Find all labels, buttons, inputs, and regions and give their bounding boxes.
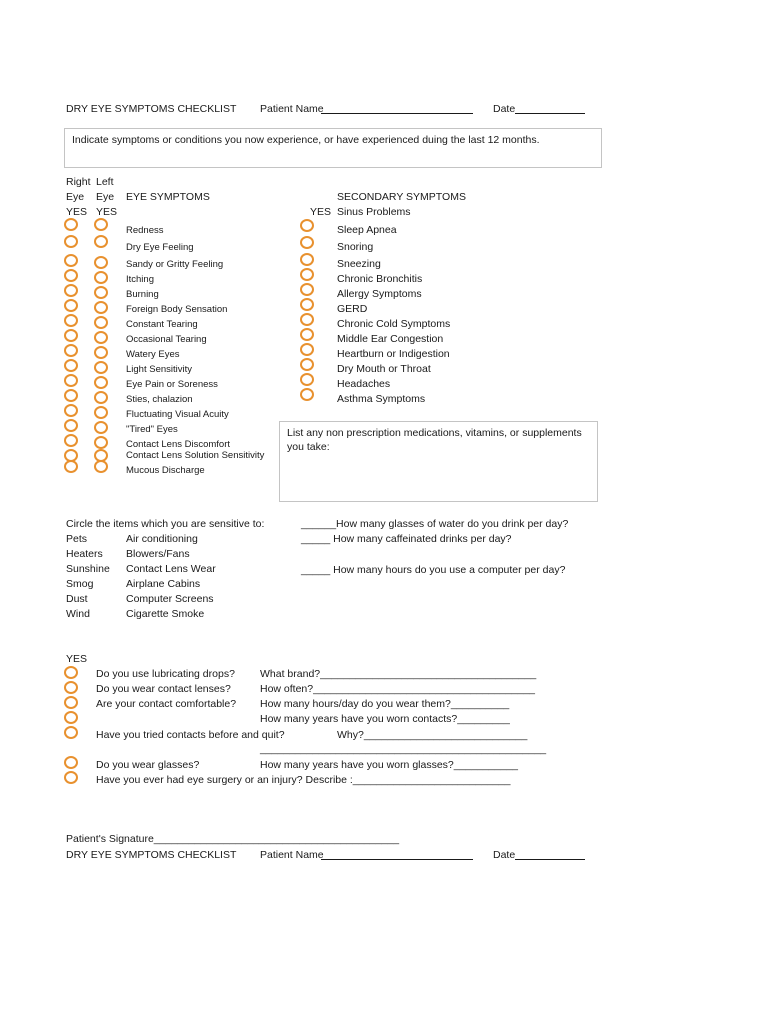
sensitivity-item[interactable]: Pets bbox=[66, 533, 88, 545]
eye-surgery-checkbox[interactable] bbox=[64, 771, 78, 784]
sensitivity-item[interactable]: Dust bbox=[66, 593, 88, 605]
right-eye-checkbox[interactable] bbox=[64, 235, 78, 248]
water-question[interactable]: ______How many glasses of water do you drink per day? bbox=[301, 518, 569, 530]
left-eye-checkbox[interactable] bbox=[94, 421, 108, 434]
right-eye-checkbox[interactable] bbox=[64, 218, 78, 231]
secondary-symptom-checkbox[interactable] bbox=[300, 373, 314, 386]
tried-contacts-checkbox[interactable] bbox=[64, 726, 78, 739]
left-eye-checkbox[interactable] bbox=[94, 271, 108, 284]
secondary-symptom-label: Sleep Apnea bbox=[337, 224, 397, 236]
signature-field[interactable]: Patient's Signature__________________________________________ bbox=[66, 833, 400, 845]
right-eye-checkbox[interactable] bbox=[64, 359, 78, 372]
date-label: Date bbox=[493, 103, 516, 115]
medications-prompt: List any non prescription medications, vitamins, or supplements you take: bbox=[287, 427, 582, 453]
left-eye-checkbox[interactable] bbox=[94, 391, 108, 404]
lubricating-drops-question: Do you use lubricating drops? bbox=[96, 668, 235, 680]
right-eye-label: Eye bbox=[66, 191, 85, 203]
eye-symptom-label: Contact Lens Discomfort bbox=[126, 439, 231, 450]
left-eye-checkbox[interactable] bbox=[94, 460, 108, 473]
eye-symptom-label: Burning bbox=[126, 289, 159, 300]
left-eye-checkbox[interactable] bbox=[94, 361, 108, 374]
eye-symptom-label: Dry Eye Feeling bbox=[126, 242, 194, 253]
eye-symptom-label: Sties, chalazion bbox=[126, 394, 193, 405]
how-often-field[interactable]: How often?______________________________________ bbox=[260, 683, 536, 695]
contacts-comfortable-question: Are your contact comfortable? bbox=[96, 698, 237, 710]
hours-per-day-field[interactable]: How many hours/day do you wear them?__________ bbox=[260, 698, 510, 710]
left-eye-checkbox[interactable] bbox=[94, 235, 108, 248]
eye-surgery-question[interactable]: Have you ever had eye surgery or an injury? Describe :___________________________ bbox=[96, 774, 511, 786]
secondary-symptom-label: Asthma Symptoms bbox=[337, 393, 426, 405]
years-contacts-field[interactable]: How many years have you worn contacts?_________ bbox=[260, 713, 510, 725]
sensitivity-item[interactable]: Air conditioning bbox=[126, 533, 198, 545]
left-eye-checkbox[interactable] bbox=[94, 436, 108, 449]
right-yes-label: YES bbox=[66, 206, 88, 218]
medications-box[interactable] bbox=[279, 421, 598, 502]
sensitivity-item[interactable]: Computer Screens bbox=[126, 593, 214, 605]
sensitivities-heading: Circle the items which you are sensitive to: bbox=[66, 518, 265, 530]
secondary-symptom-checkbox[interactable] bbox=[300, 219, 314, 232]
secondary-symptom-label: Chronic Cold Symptoms bbox=[337, 318, 451, 330]
secondary-symptom-label: Headaches bbox=[337, 378, 391, 390]
secondary-symptom-checkbox[interactable] bbox=[300, 236, 314, 249]
secondary-symptom-label: Heartburn or Indigestion bbox=[337, 348, 450, 360]
secondary-symptom-checkbox[interactable] bbox=[300, 283, 314, 296]
contact-lenses-checkbox[interactable] bbox=[64, 681, 78, 694]
right-eye-checkbox[interactable] bbox=[64, 389, 78, 402]
eye-symptom-label: Mucous Discharge bbox=[126, 465, 205, 476]
secondary-symptom-checkbox[interactable] bbox=[300, 388, 314, 401]
glasses-question: Do you wear glasses? bbox=[96, 759, 200, 771]
computer-question[interactable]: _____ How many hours do you use a computer per day? bbox=[301, 564, 566, 576]
eye-symptom-label: Redness bbox=[126, 225, 164, 236]
secondary-symptoms-heading: SECONDARY SYMPTOMS bbox=[337, 191, 466, 203]
left-label: Left bbox=[96, 176, 114, 188]
eye-symptom-label: Watery Eyes bbox=[126, 349, 180, 360]
right-eye-checkbox[interactable] bbox=[64, 374, 78, 387]
left-eye-checkbox[interactable] bbox=[94, 301, 108, 314]
right-eye-checkbox[interactable] bbox=[64, 344, 78, 357]
right-eye-checkbox[interactable] bbox=[64, 434, 78, 447]
contact-lenses-question: Do you wear contact lenses? bbox=[96, 683, 231, 695]
left-eye-checkbox[interactable] bbox=[94, 218, 108, 231]
secondary-symptom-label: GERD bbox=[337, 303, 368, 315]
secondary-symptom-checkbox[interactable] bbox=[300, 313, 314, 326]
right-eye-checkbox[interactable] bbox=[64, 404, 78, 417]
eye-symptom-label: Contact Lens Solution Sensitivity bbox=[126, 450, 265, 461]
sensitivity-item[interactable]: Sunshine bbox=[66, 563, 110, 575]
caffeine-question[interactable]: _____ How many caffeinated drinks per day? bbox=[301, 533, 512, 545]
brand-field[interactable]: What brand?_____________________________________ bbox=[260, 668, 537, 680]
secondary-symptom-label: Snoring bbox=[337, 241, 374, 253]
contacts-comfortable-checkbox[interactable] bbox=[64, 696, 78, 709]
sensitivity-item[interactable]: Wind bbox=[66, 608, 90, 620]
right-eye-checkbox[interactable] bbox=[64, 329, 78, 342]
secondary-symptom-checkbox[interactable] bbox=[300, 343, 314, 356]
eye-symptom-label: Foreign Body Sensation bbox=[126, 304, 228, 315]
left-eye-checkbox[interactable] bbox=[94, 316, 108, 329]
secondary-symptom-checkbox[interactable] bbox=[300, 328, 314, 341]
extra-checkbox[interactable] bbox=[64, 711, 78, 724]
secondary-symptom-checkbox[interactable] bbox=[300, 298, 314, 311]
left-eye-checkbox[interactable] bbox=[94, 331, 108, 344]
instructions-text: Indicate symptoms or conditions you now experience, or have experienced duing the last 12 months. bbox=[72, 134, 540, 146]
eye-symptom-label: Occasional Tearing bbox=[126, 334, 207, 345]
sensitivity-item[interactable]: Smog bbox=[66, 578, 94, 590]
sensitivity-item[interactable]: Blowers/Fans bbox=[126, 548, 190, 560]
left-eye-checkbox[interactable] bbox=[94, 406, 108, 419]
secondary-symptom-label: Middle Ear Congestion bbox=[337, 333, 444, 345]
secondary-symptom-label: Dry Mouth or Throat bbox=[337, 363, 431, 375]
footer-patient-name-label: Patient Name bbox=[260, 849, 324, 861]
why-extra-line[interactable]: _________________________________________________ bbox=[260, 743, 547, 755]
sensitivity-item[interactable]: Airplane Cabins bbox=[126, 578, 201, 590]
secondary-symptom-label: Sinus Problems bbox=[337, 206, 411, 218]
form-title: DRY EYE SYMPTOMS CHECKLIST bbox=[66, 103, 237, 115]
instructions-box bbox=[64, 128, 602, 168]
footer-patient-name-field[interactable] bbox=[321, 859, 473, 860]
secondary-symptom-label: Allergy Symptoms bbox=[337, 288, 422, 300]
secondary-yes-label: YES bbox=[310, 206, 332, 218]
eye-symptom-label: Sandy or Gritty Feeling bbox=[126, 259, 224, 270]
secondary-symptom-checkbox[interactable] bbox=[300, 268, 314, 281]
left-eye-checkbox[interactable] bbox=[94, 376, 108, 389]
right-eye-checkbox[interactable] bbox=[64, 254, 78, 267]
right-eye-checkbox[interactable] bbox=[64, 460, 78, 473]
secondary-symptom-checkbox[interactable] bbox=[300, 358, 314, 371]
right-eye-checkbox[interactable] bbox=[64, 269, 78, 282]
sensitivity-item[interactable]: Cigarette Smoke bbox=[126, 608, 205, 620]
secondary-symptom-checkbox[interactable] bbox=[300, 253, 314, 266]
tried-contacts-question: Have you tried contacts before and quit? bbox=[96, 729, 285, 741]
secondary-symptom-label: Chronic Bronchitis bbox=[337, 273, 423, 285]
lubricating-drops-checkbox[interactable] bbox=[64, 666, 78, 679]
right-eye-checkbox[interactable] bbox=[64, 299, 78, 312]
date-field[interactable] bbox=[515, 113, 585, 114]
footer-title: DRY EYE SYMPTOMS CHECKLIST bbox=[66, 849, 237, 861]
glasses-checkbox[interactable] bbox=[64, 756, 78, 769]
right-eye-checkbox[interactable] bbox=[64, 284, 78, 297]
patient-name-field[interactable] bbox=[321, 113, 473, 114]
eye-symptom-label: Constant Tearing bbox=[126, 319, 198, 330]
left-eye-checkbox[interactable] bbox=[94, 256, 108, 269]
left-eye-checkbox[interactable] bbox=[94, 286, 108, 299]
years-glasses-field[interactable]: How many years have you worn glasses?___________ bbox=[260, 759, 518, 771]
left-eye-checkbox[interactable] bbox=[94, 346, 108, 359]
right-label: Right bbox=[66, 176, 91, 188]
eye-symptom-label: Fluctuating Visual Acuity bbox=[126, 409, 229, 420]
sensitivity-item[interactable]: Contact Lens Wear bbox=[126, 563, 216, 575]
secondary-symptom-label: Sneezing bbox=[337, 258, 381, 270]
yes-section-label: YES bbox=[66, 653, 88, 665]
right-eye-checkbox[interactable] bbox=[64, 419, 78, 432]
eye-symptom-label: "Tired" Eyes bbox=[126, 424, 178, 435]
patient-name-label: Patient Name bbox=[260, 103, 324, 115]
right-eye-checkbox[interactable] bbox=[64, 314, 78, 327]
sensitivity-item[interactable]: Heaters bbox=[66, 548, 103, 560]
eye-symptoms-heading: EYE SYMPTOMS bbox=[126, 191, 210, 203]
eye-symptom-label: Light Sensitivity bbox=[126, 364, 193, 375]
footer-date-label: Date bbox=[493, 849, 516, 861]
eye-symptom-label: Itching bbox=[126, 274, 154, 285]
left-eye-label: Eye bbox=[96, 191, 115, 203]
left-yes-label: YES bbox=[96, 206, 118, 218]
why-field[interactable]: Why?____________________________ bbox=[337, 729, 528, 741]
footer-date-field[interactable] bbox=[515, 859, 585, 860]
eye-symptom-label: Eye Pain or Soreness bbox=[126, 379, 218, 390]
